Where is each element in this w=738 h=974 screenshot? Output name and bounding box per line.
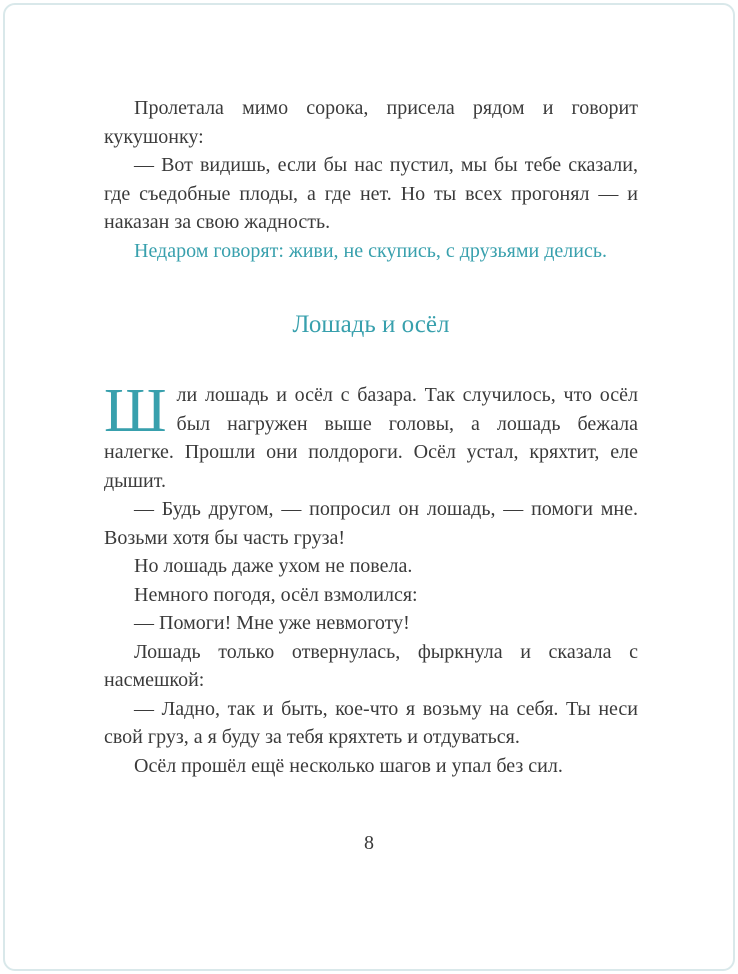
paragraph: Немного погодя, осёл взмолился:	[134, 583, 418, 606]
page-number: 8	[364, 832, 374, 854]
opening-text: ли лошадь и осёл с базара. Так случилось, что осёл был нагружен выше головы, а лошадь бежала налегке. Прошли они полдороги. Осёл устал, кряхтит, еле дышит.	[104, 384, 638, 492]
story-title: Лошадь и осёл	[292, 311, 450, 338]
paragraph: Пролетала мимо сорока, присела рядом и говорит кукушонку:	[104, 97, 638, 148]
moral-text: Недаром говорят: живи, не скупись, с друзьями делись.	[134, 239, 607, 262]
paragraph: — Вот видишь, если бы нас пустил, мы бы тебе сказали, где съедобные плоды, а где нет. Но ты всех прогонял — и наказан за свою жадность.	[104, 154, 638, 233]
opening-paragraph	[104, 377, 638, 495]
paragraph: — Ладно, так и быть, кое-что я возьму на себя. Ты неси свой груз, а я буду за тебя кряхтеть и отдуваться.	[104, 697, 638, 748]
paragraph: Осёл прошёл ещё несколько шагов и упал без сил.	[134, 754, 563, 777]
page-content	[104, 94, 638, 780]
paragraph: Но лошадь даже ухом не повела.	[134, 555, 413, 577]
paragraph: — Помоги! Мне уже невмоготу!	[134, 612, 410, 634]
drop-cap: Ш	[104, 377, 167, 445]
paragraph: Лошадь только отвернулась, фыркнула и сказала с насмешкой:	[104, 640, 638, 691]
paragraph: — Будь другом, — попросил он лошадь, — помоги мне. Возьми хотя бы часть груза!	[104, 498, 638, 549]
